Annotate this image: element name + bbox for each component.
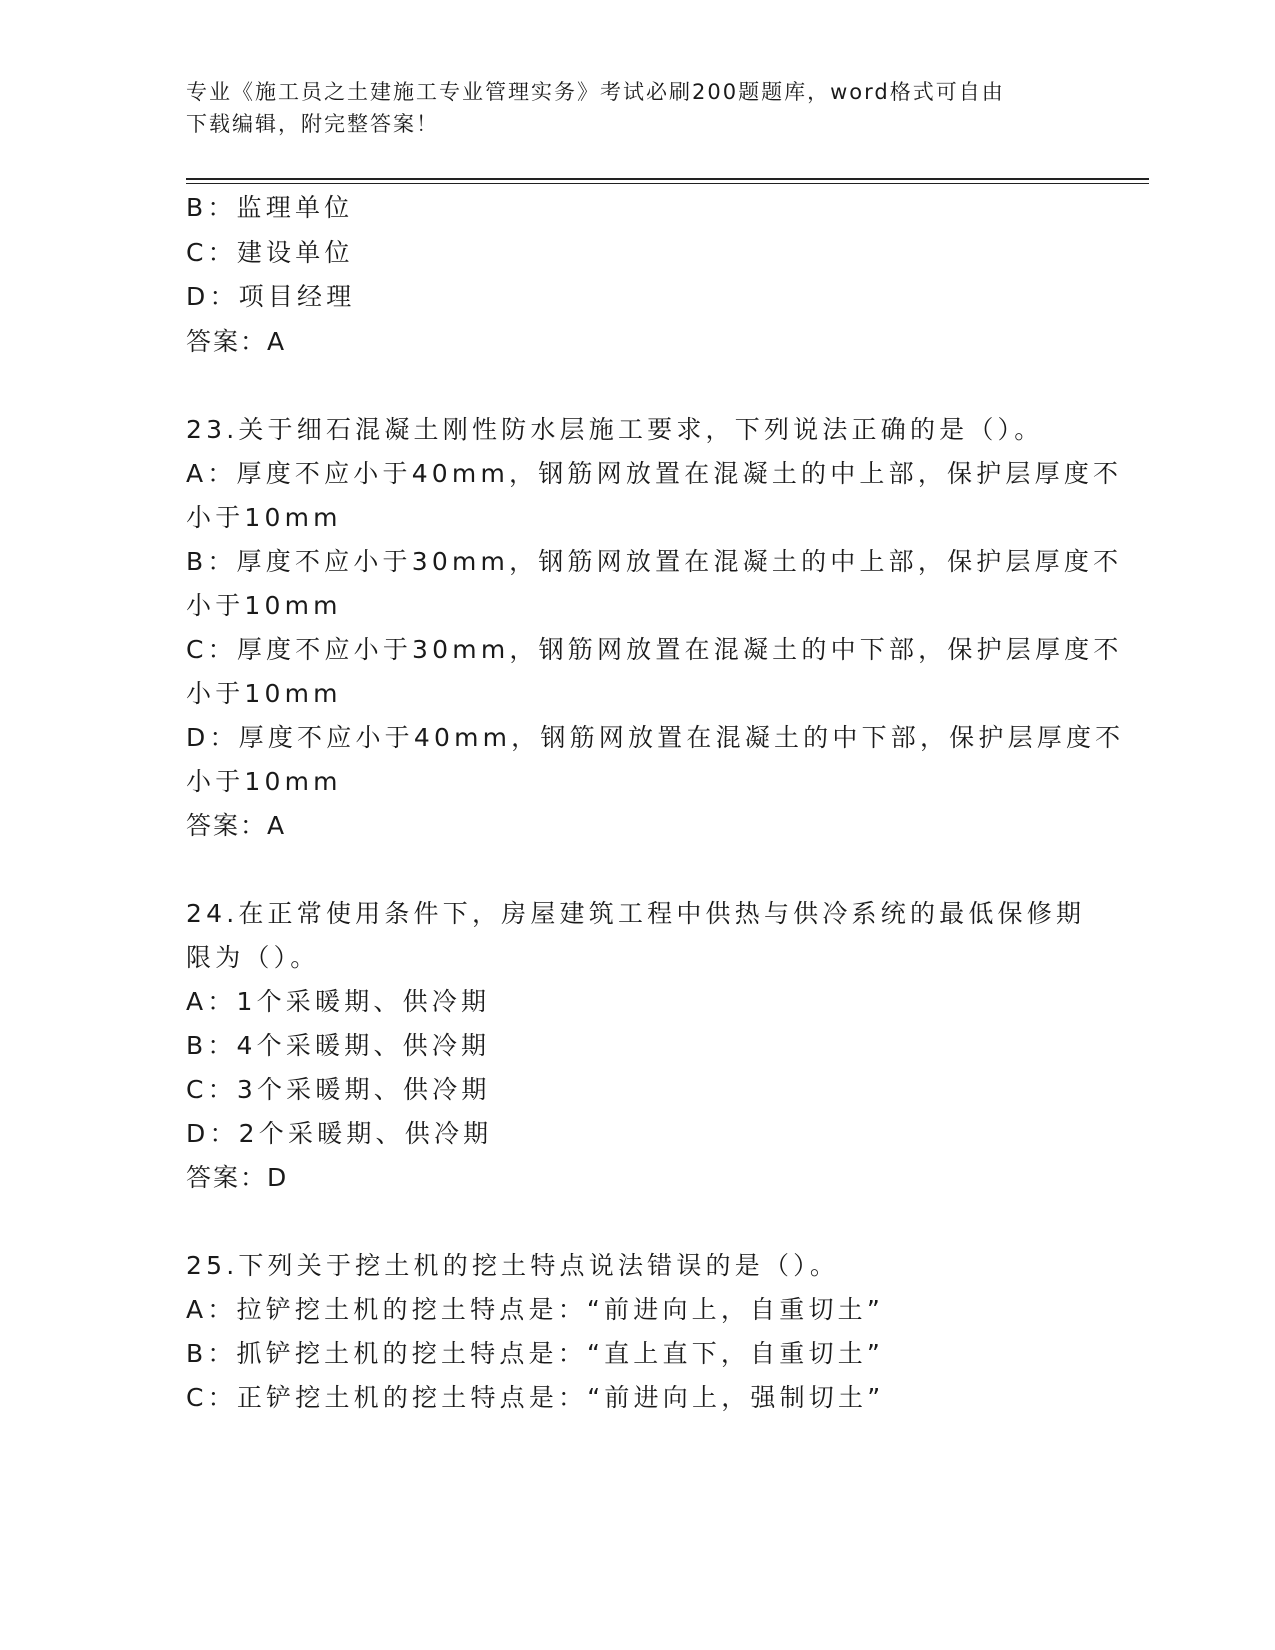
q24-option-c: C：3个采暖期、供冷期 bbox=[186, 1075, 491, 1104]
q22-answer: 答案：A bbox=[186, 327, 287, 356]
q22-option-c: C：建设单位 bbox=[186, 238, 354, 267]
header-rule-thin bbox=[186, 183, 1149, 184]
q25-option-c: C：正铲挖土机的挖土特点是：“前进向上，强制切土” bbox=[186, 1383, 885, 1412]
q22-option-b: B：监理单位 bbox=[186, 193, 354, 222]
q23-stem: 23.关于细石混凝土刚性防水层施工要求，下列说法正确的是（）。 bbox=[186, 415, 1044, 444]
q24-option-d: D：2个采暖期、供冷期 bbox=[186, 1119, 493, 1148]
q24-answer: 答案：D bbox=[186, 1163, 289, 1192]
document-header bbox=[186, 76, 1066, 140]
q23-option-b-line-2: 小于10mm bbox=[186, 591, 342, 620]
header-rule-thick bbox=[186, 178, 1149, 180]
q22-option-d: D：项目经理 bbox=[186, 282, 356, 311]
q23-option-d-line-2: 小于10mm bbox=[186, 767, 342, 796]
q23-option-a-line-1: A：厚度不应小于40mm，钢筋网放置在混凝土的中上部，保护层厚度不 bbox=[186, 459, 1123, 488]
q24-stem-line-2: 限为（）。 bbox=[186, 943, 320, 972]
q23-option-d-line-1: D：厚度不应小于40mm，钢筋网放置在混凝土的中下部，保护层厚度不 bbox=[186, 723, 1125, 752]
header-line-2: 下载编辑，附完整答案！ bbox=[186, 112, 439, 136]
q23-answer: 答案：A bbox=[186, 811, 287, 840]
q25-stem: 25.下列关于挖土机的挖土特点说法错误的是（）。 bbox=[186, 1251, 840, 1280]
q24-option-a: A：1个采暖期、供冷期 bbox=[186, 987, 491, 1016]
header-line-1: 专业《施工员之土建施工专业管理实务》考试必刷200题题库，word格式可自由 bbox=[186, 80, 1005, 104]
q23-option-c-line-2: 小于10mm bbox=[186, 679, 342, 708]
q25-option-b: B：抓铲挖土机的挖土特点是：“直上直下，自重切土” bbox=[186, 1339, 885, 1368]
q23-option-c-line-1: C：厚度不应小于30mm，钢筋网放置在混凝土的中下部，保护层厚度不 bbox=[186, 635, 1123, 664]
q23-option-a-line-2: 小于10mm bbox=[186, 503, 342, 532]
q24-option-b: B：4个采暖期、供冷期 bbox=[186, 1031, 491, 1060]
q24-stem-line-1: 24.在正常使用条件下，房屋建筑工程中供热与供冷系统的最低保修期 bbox=[186, 899, 1086, 928]
q25-option-a: A：拉铲挖土机的挖土特点是：“前进向上，自重切土” bbox=[186, 1295, 885, 1324]
q23-option-b-line-1: B：厚度不应小于30mm，钢筋网放置在混凝土的中上部，保护层厚度不 bbox=[186, 547, 1123, 576]
